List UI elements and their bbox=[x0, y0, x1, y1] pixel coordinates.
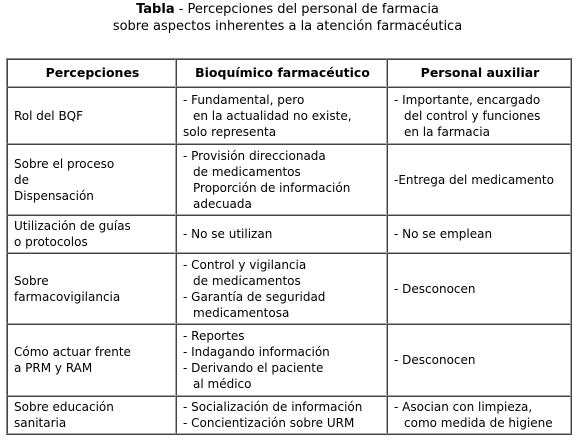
cell-line: - Garantía de seguridad bbox=[183, 289, 326, 304]
perception-text: Utilización de guías bbox=[14, 219, 131, 233]
cell-line: medicamentosa bbox=[193, 305, 290, 320]
caption-line-1 bbox=[0, 1, 575, 18]
cell-line: - Provisión direccionada bbox=[183, 148, 326, 163]
cell-line: en la actualidad no existe, bbox=[193, 108, 352, 123]
table-row bbox=[7, 253, 571, 324]
bioquimico-cell bbox=[176, 144, 387, 215]
table-row bbox=[7, 87, 571, 144]
perception-cell bbox=[7, 144, 176, 215]
auxiliar-cell bbox=[387, 324, 571, 396]
bioquimico-cell bbox=[176, 324, 387, 396]
cell-line: como medida de higiene bbox=[404, 416, 553, 430]
perception-text: Rol del BQF bbox=[14, 108, 84, 123]
cell-line: del control y funciones bbox=[404, 108, 541, 123]
bioquimico-cell bbox=[176, 215, 387, 253]
cell-line: - Socialización de información bbox=[183, 400, 363, 414]
auxiliar-cell bbox=[387, 87, 571, 144]
auxiliar-cell bbox=[387, 144, 571, 215]
cell-line: de medicamentos bbox=[193, 164, 301, 179]
table-row bbox=[7, 144, 571, 215]
caption-line-2: sobre aspectos inherentes a la atención farmacéutica bbox=[112, 19, 463, 34]
cell-line: - Reportes bbox=[183, 329, 245, 343]
perception-text: Sobre bbox=[14, 273, 49, 288]
auxiliar-cell bbox=[387, 396, 571, 434]
cell-line: - Control y vigilancia bbox=[183, 257, 307, 272]
cell-line: - No se utilizan bbox=[183, 227, 273, 241]
perception-text: a PRM y RAM bbox=[14, 361, 93, 375]
table-row bbox=[7, 396, 571, 434]
perception-text: Sobre el proceso bbox=[14, 156, 115, 171]
bioquimico-cell bbox=[176, 87, 387, 144]
cell-line: - Fundamental, pero bbox=[183, 92, 305, 107]
cell-line: - Asocian con limpieza, bbox=[394, 400, 533, 414]
perception-cell bbox=[7, 87, 176, 144]
auxiliar-cell bbox=[387, 253, 571, 324]
cell-line: solo representa bbox=[183, 124, 277, 139]
bioquimico-cell bbox=[176, 396, 387, 434]
perception-cell bbox=[7, 324, 176, 396]
header-percepciones: Percepciones bbox=[7, 59, 176, 87]
cell-line: - Concientización sobre URM bbox=[183, 416, 355, 430]
perception-text: Sobre educación bbox=[14, 400, 114, 414]
caption-label: Tabla bbox=[136, 2, 175, 17]
perception-cell bbox=[7, 396, 176, 434]
table-row bbox=[7, 215, 571, 253]
bioquimico-cell bbox=[176, 253, 387, 324]
perceptions-table bbox=[6, 58, 572, 435]
cell-line: de medicamentos bbox=[193, 273, 301, 288]
cell-line: - Desconocen bbox=[394, 353, 476, 367]
perception-text: de bbox=[14, 172, 29, 187]
table-row bbox=[7, 324, 571, 396]
table-header-row bbox=[7, 59, 571, 87]
header-personal-auxiliar: Personal auxiliar bbox=[387, 59, 571, 87]
perception-text: sanitaria bbox=[14, 416, 67, 430]
perception-cell bbox=[7, 215, 176, 253]
cell-line: al médico bbox=[193, 377, 252, 391]
cell-line: - Indagando información bbox=[183, 345, 330, 359]
auxiliar-cell bbox=[387, 215, 571, 253]
cell-line: en la farmacia bbox=[404, 124, 490, 139]
perception-text: farmacovigilancia bbox=[14, 289, 121, 304]
cell-line: - Derivando el paciente bbox=[183, 361, 324, 375]
caption-title-part-1: - Percepciones del personal de farmacia bbox=[174, 2, 439, 17]
perception-text: Cómo actuar frente bbox=[14, 345, 131, 359]
header-bioquimico: Bioquímico farmacéutico bbox=[176, 59, 387, 87]
cell-line: adecuada bbox=[193, 196, 252, 211]
cell-line: - Importante, encargado bbox=[394, 92, 541, 107]
perception-text: Dispensación bbox=[14, 188, 94, 203]
perception-cell bbox=[7, 253, 176, 324]
table-caption bbox=[0, 1, 575, 35]
cell-line: Proporción de información bbox=[193, 180, 351, 195]
cell-line: - No se emplean bbox=[394, 227, 493, 241]
cell-line: - Desconocen bbox=[394, 281, 476, 296]
cell-line: -Entrega del medicamento bbox=[394, 172, 554, 187]
perception-text: o protocolos bbox=[14, 235, 88, 249]
